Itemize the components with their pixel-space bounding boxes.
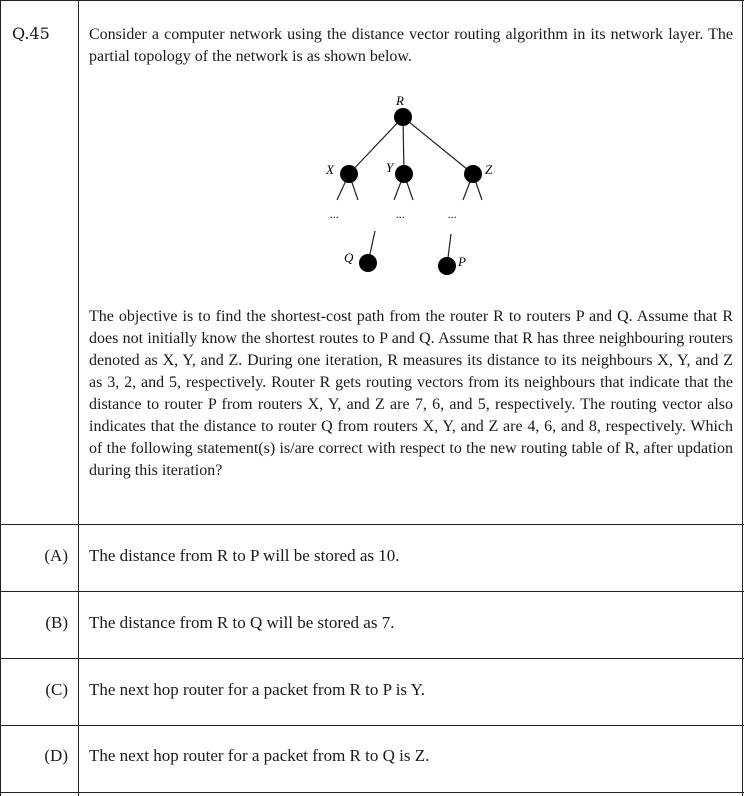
- option-b-label: (B): [45, 613, 68, 632]
- question-intro: Consider a computer network using the distance vector routing algorithm in its network layer. The partial topology of the network is as shown below.: [89, 26, 733, 65]
- table-border-left: [0, 0, 1, 796]
- router-r-label: R: [396, 93, 404, 108]
- ellipsis-y: ...: [396, 207, 405, 221]
- row-divider: [0, 591, 744, 592]
- option-b-text: The distance from R to Q will be stored as 7.: [89, 613, 395, 632]
- router-p-node: [438, 257, 456, 275]
- row-divider: [0, 524, 744, 525]
- edge-r-x: [349, 117, 403, 174]
- option-d-label: (D): [44, 746, 68, 765]
- router-r-node: [394, 108, 412, 126]
- router-q-node: [359, 254, 377, 272]
- router-y-node: [395, 165, 413, 183]
- option-c-text: The next hop router for a packet from R to P is Y.: [89, 680, 425, 699]
- row-divider: [0, 658, 744, 659]
- option-a-text: The distance from R to P will be stored as 10.: [89, 546, 400, 565]
- table-border-top: [0, 0, 744, 1]
- router-y-label: Y: [386, 160, 394, 175]
- ellipsis-z: ...: [448, 207, 457, 221]
- router-q-label: Q: [344, 250, 354, 265]
- router-p-label: P: [458, 254, 466, 269]
- row-divider: [0, 725, 744, 726]
- option-c-label: (C): [45, 680, 68, 699]
- column-divider: [78, 0, 79, 796]
- router-x-node: [340, 165, 358, 183]
- network-topology-diagram: [310, 88, 520, 278]
- option-d-text: The next hop router for a packet from R to Q is Z.: [89, 746, 430, 765]
- question-body: The objective is to find the shortest-cost path from the router R to routers P and Q. Assume that R does not initially know the shortest routes to P and Q. Assume that R has three neighbouring routers denoted as X, Y, and Z. During one iteration, R measures its distance to its neighbours X, Y, and Z as 3, 2, and 5, respectively. Router R gets routing vectors from its neighbours that indicate that the distance to router P from routers X, Y, and Z are 7, 6, and 5, respectively. The routing vector also indicates that the distance to router Q from routers X, Y, and Z are 4, 6, and 8, respectively. Which of the following statement(s) is/are correct with respect to the new routing table of R, after updation during this iteration?: [89, 308, 733, 479]
- question-number: Q.45: [12, 24, 50, 43]
- table-border-bottom: [0, 792, 744, 793]
- option-a-label: (A): [44, 546, 68, 565]
- router-z-label: Z: [485, 162, 493, 177]
- table-border-right: [742, 0, 743, 796]
- router-z-node: [464, 165, 482, 183]
- edge-r-z: [403, 117, 473, 174]
- ellipsis-x: ...: [330, 207, 339, 221]
- router-x-label: X: [326, 162, 334, 177]
